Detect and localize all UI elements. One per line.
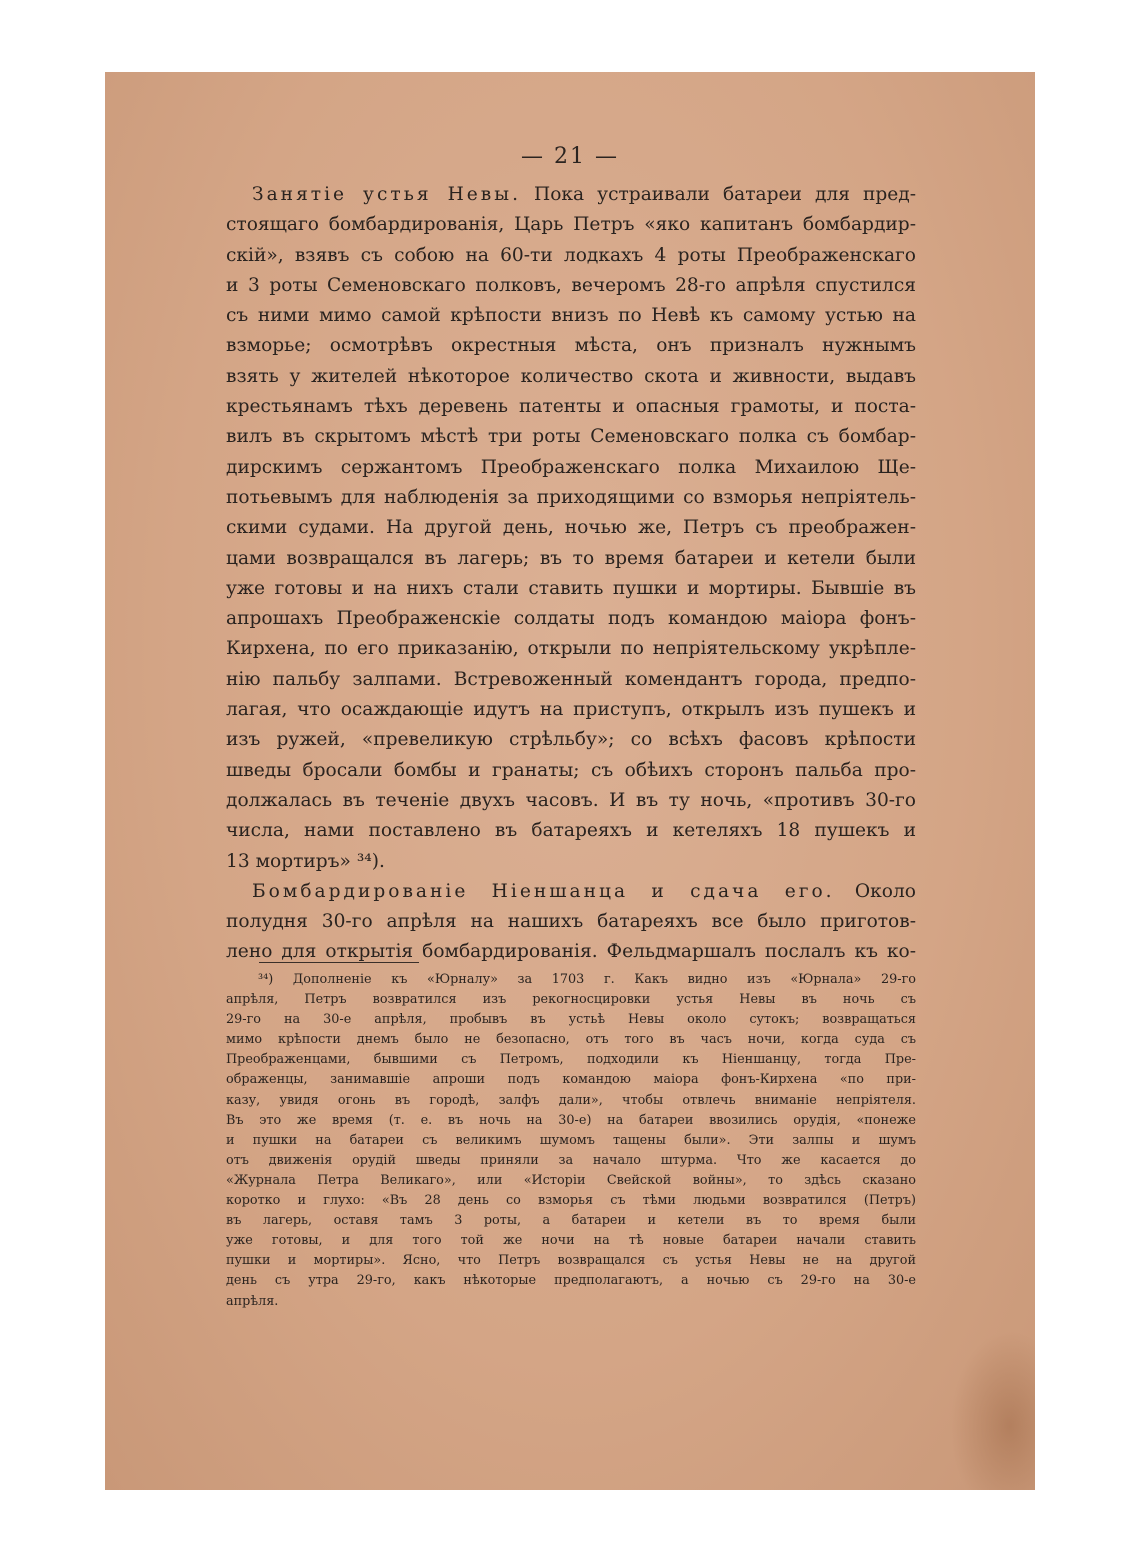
footnote-line: пушки и мортиры». Ясно, что Петръ возвращался съ устья Невы не на другой — [226, 1253, 916, 1269]
main-line: вилъ въ скрытомъ мѣстѣ три роты Семеновскаго полка съ бомбар- — [226, 426, 916, 448]
main-line: и 3 роты Семеновскаго полковъ, вечеромъ 28-го апрѣля спустился — [226, 274, 916, 296]
footnote-line: апрѣля, Петръ возвратился изъ рекогносцировки устья Невы въ ночь съ — [226, 992, 916, 1008]
main-line: Бомбардированіе Ніеншанца и сдача его. Около — [252, 880, 916, 902]
main-line: Кирхена, по его приказанію, открыли по непріятельскому укрѣпле- — [226, 638, 916, 660]
main-line: уже готовы и на нихъ стали ставить пушки и мортиры. Бывшіе въ — [226, 577, 916, 599]
document-page — [105, 72, 1035, 1490]
main-line: крестьянамъ тѣхъ деревень патенты и опасныя грамоты, и поста- — [226, 396, 916, 418]
main-line: взять у жителей нѣкоторое количество скота и живности, выдавъ — [226, 365, 916, 387]
main-text — [226, 180, 916, 968]
footnote-line: уже готовы, и для того той же ночи на тѣ новые батареи начали ставить — [226, 1233, 916, 1249]
main-line: Занятіе устья Невы. Пока устраивали батареи для пред- — [252, 184, 916, 205]
main-line: скій», взявъ съ собою на 60-ти лодкахъ 4 роты Преображенскаго — [226, 244, 916, 266]
footnote-line: въ лагерь, оставя тамъ 3 роты, а батареи и кетели въ то время были — [226, 1213, 916, 1229]
footnote-line: и пушки на батареи съ великимъ шумомъ тащены были». Эти залпы и шумъ — [226, 1132, 916, 1148]
footnote-line: отъ движенія орудій шведы приняли за начало штурма. Что же касается до — [226, 1152, 916, 1168]
footnote-line: ³⁴) Дополненіе къ «Юрналу» за 1703 г. Какъ видно изъ «Юрнала» 29-го — [258, 972, 916, 987]
main-line: должалась въ теченіе двухъ часовъ. И въ ту ночь, «противъ 30-го — [226, 789, 916, 811]
main-line: дирскимъ сержантомъ Преображенскаго полка Михаилою Ще- — [226, 456, 916, 478]
footnote-line: ображенцы, занимавшіе апроши подъ командою маіора фонъ-Кирхена «по при- — [226, 1072, 916, 1088]
paper-stain — [950, 1330, 1035, 1490]
footnote-line: коротко и глухо: «Въ 28 день со взморья съ тѣми людьми возвратился (Петръ) — [226, 1193, 916, 1209]
section-heading: Бомбардированіе Ніеншанца и сдача его. — [252, 880, 835, 902]
footnote-divider — [259, 962, 419, 963]
footnote-line: апрѣля. — [226, 1293, 279, 1309]
footnote-line: Въ это же время (т. е. въ ночь на 30-е) на батареи ввозились орудія, «понеже — [226, 1112, 916, 1128]
main-line: изъ ружей, «превеликую стрѣльбу»; со всѣхъ фасовъ крѣпости — [226, 729, 916, 751]
main-line: съ ними мимо самой крѣпости внизъ по Невѣ къ самому устью на — [226, 305, 916, 327]
main-line: 13 мортиръ» ³⁴). — [226, 850, 385, 872]
main-line: нію пальбу залпами. Встревоженный комендантъ города, предпо- — [226, 668, 916, 690]
main-line: потьевымъ для наблюденія за приходящими со взморья непріятель- — [226, 486, 916, 508]
main-line: лагая, что осаждающіе идутъ на приступъ, открылъ изъ пушекъ и — [226, 699, 916, 721]
main-line: полудня 30-го апрѣля на нашихъ батареяхъ все было приготов- — [226, 911, 916, 933]
main-line: лено для открытія бомбардированія. Фельдмаршалъ послалъ къ ко- — [226, 941, 916, 963]
footnote-line: день съ утра 29-го, какъ нѣкоторые предполагаютъ, а ночью съ 29-го на 30-е — [226, 1273, 916, 1289]
footnote-line: Преображенцами, бывшими съ Петромъ, подходили къ Ніеншанцу, тогда Пре- — [226, 1052, 916, 1068]
footnote-line: «Журнала Петра Великаго», или «Исторіи Свейской войны», то здѣсь сказано — [226, 1172, 916, 1188]
main-line: апрошахъ Преображенскіе солдаты подъ командою маіора фонъ- — [226, 608, 916, 630]
page-number: — 21 — — [521, 144, 619, 169]
main-line: числа, нами поставлено въ батареяхъ и кетеляхъ 18 пушекъ и — [226, 820, 916, 842]
footnote-line: мимо крѣпости днемъ было не безопасно, отъ того въ часъ ночи, когда суда съ — [226, 1032, 916, 1048]
footnote — [226, 970, 916, 1312]
footnote-line: 29-го на 30-е апрѣля, пробывъ въ устьѣ Невы около сутокъ; возвращаться — [226, 1012, 916, 1028]
section-heading: Занятіе устья Невы. — [252, 184, 521, 205]
footnote-line: казу, увидя огонь въ городѣ, залфъ дали», чтобы отвлечь вниманіе непріятеля. — [226, 1092, 916, 1108]
main-line: скими судами. На другой день, ночью же, Петръ съ преображен- — [226, 517, 916, 539]
main-line: цами возвращался въ лагерь; въ то время батареи и кетели были — [226, 547, 916, 569]
main-line: шведы бросали бомбы и гранаты; съ обѣихъ сторонъ пальба про- — [226, 759, 916, 781]
main-line: взморье; осмотрѣвъ окрестныя мѣста, онъ призналъ нужнымъ — [226, 335, 916, 357]
main-line: стоящаго бомбардированія, Царь Петръ «яко капитанъ бомбардир- — [226, 214, 916, 236]
